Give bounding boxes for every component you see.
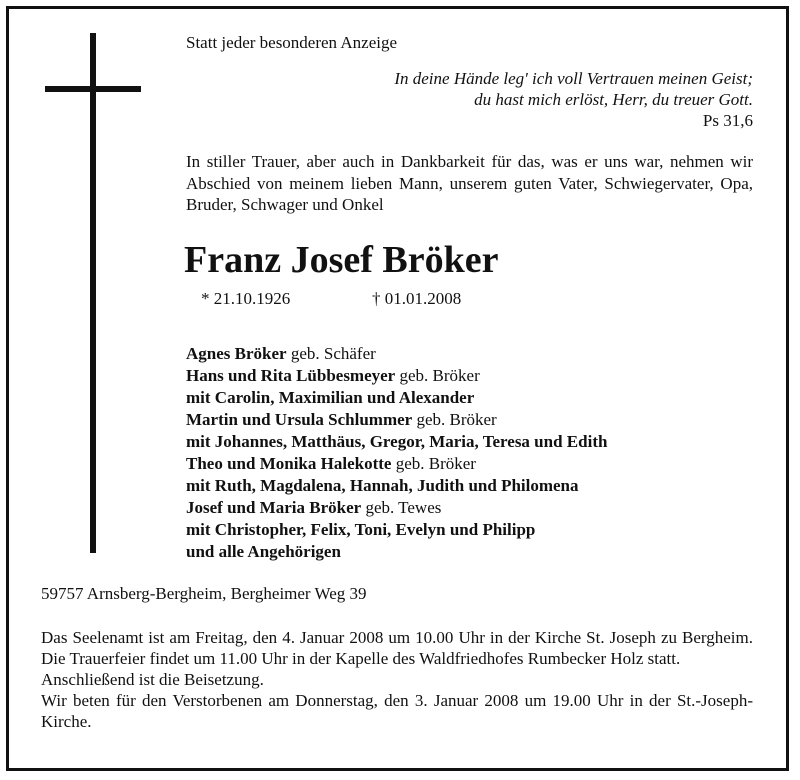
cross-vertical-beam bbox=[90, 33, 96, 553]
announcement-paragraph: In stiller Trauer, aber auch in Dankbarkeit für das, was er uns war, nehmen wir Abschied von meinem lieben Mann, unserem guten Vater, Schwiegervater, Opa, Bruder, Schwager und Onkel bbox=[186, 152, 753, 214]
family-line: mit Carolin, Maximilian und Alexander bbox=[186, 388, 475, 407]
deceased-name: Franz Josef Bröker bbox=[184, 239, 499, 281]
psalm-line-1: In deine Hände leg' ich voll Vertrauen meinen Geist; bbox=[394, 69, 753, 88]
family-line: Martin und Ursula Schlummer geb. Bröker bbox=[186, 410, 497, 429]
service-details: Das Seelenamt ist am Freitag, den 4. Januar 2008 um 10.00 Uhr in der Kirche St. Joseph zu Bergheim. Die Trauerfeier findet um 11.00 Uhr in der Kapelle des Waldfriedhofes Rumbecker Holz statt. bbox=[41, 628, 753, 668]
family-line: Agnes Bröker geb. Schäfer bbox=[186, 344, 376, 363]
family-line: Josef und Maria Bröker geb. Tewes bbox=[186, 498, 442, 517]
death-date: † 01.01.2008 bbox=[372, 289, 462, 308]
address: 59757 Arnsberg-Bergheim, Bergheimer Weg 39 bbox=[41, 584, 367, 603]
psalm-reference: Ps 31,6 bbox=[702, 111, 753, 130]
family-line: Hans und Rita Lübbesmeyer geb. Bröker bbox=[186, 366, 480, 385]
family-line: Theo und Monika Halekotte geb. Bröker bbox=[186, 454, 476, 473]
burial-note: Anschließend ist die Beisetzung. bbox=[41, 670, 264, 689]
service-notice bbox=[41, 627, 753, 732]
family-line: und alle Angehörigen bbox=[186, 542, 341, 561]
birth-date: * 21.10.1926 bbox=[201, 289, 291, 308]
psalm-line-2: du hast mich erlöst, Herr, du treuer Gott. bbox=[474, 90, 753, 109]
intro-line: Statt jeder besonderen Anzeige bbox=[186, 33, 398, 52]
cross-horizontal-beam bbox=[45, 86, 141, 92]
prayer-note: Wir beten für den Verstorbenen am Donnerstag, den 3. Januar 2008 um 19.00 Uhr in der St.-Joseph-Kirche. bbox=[41, 691, 753, 731]
family-line: mit Johannes, Matthäus, Gregor, Maria, Teresa und Edith bbox=[186, 432, 608, 451]
family-line: mit Christopher, Felix, Toni, Evelyn und Philipp bbox=[186, 520, 536, 539]
family-line: mit Ruth, Magdalena, Hannah, Judith und Philomena bbox=[186, 476, 579, 495]
